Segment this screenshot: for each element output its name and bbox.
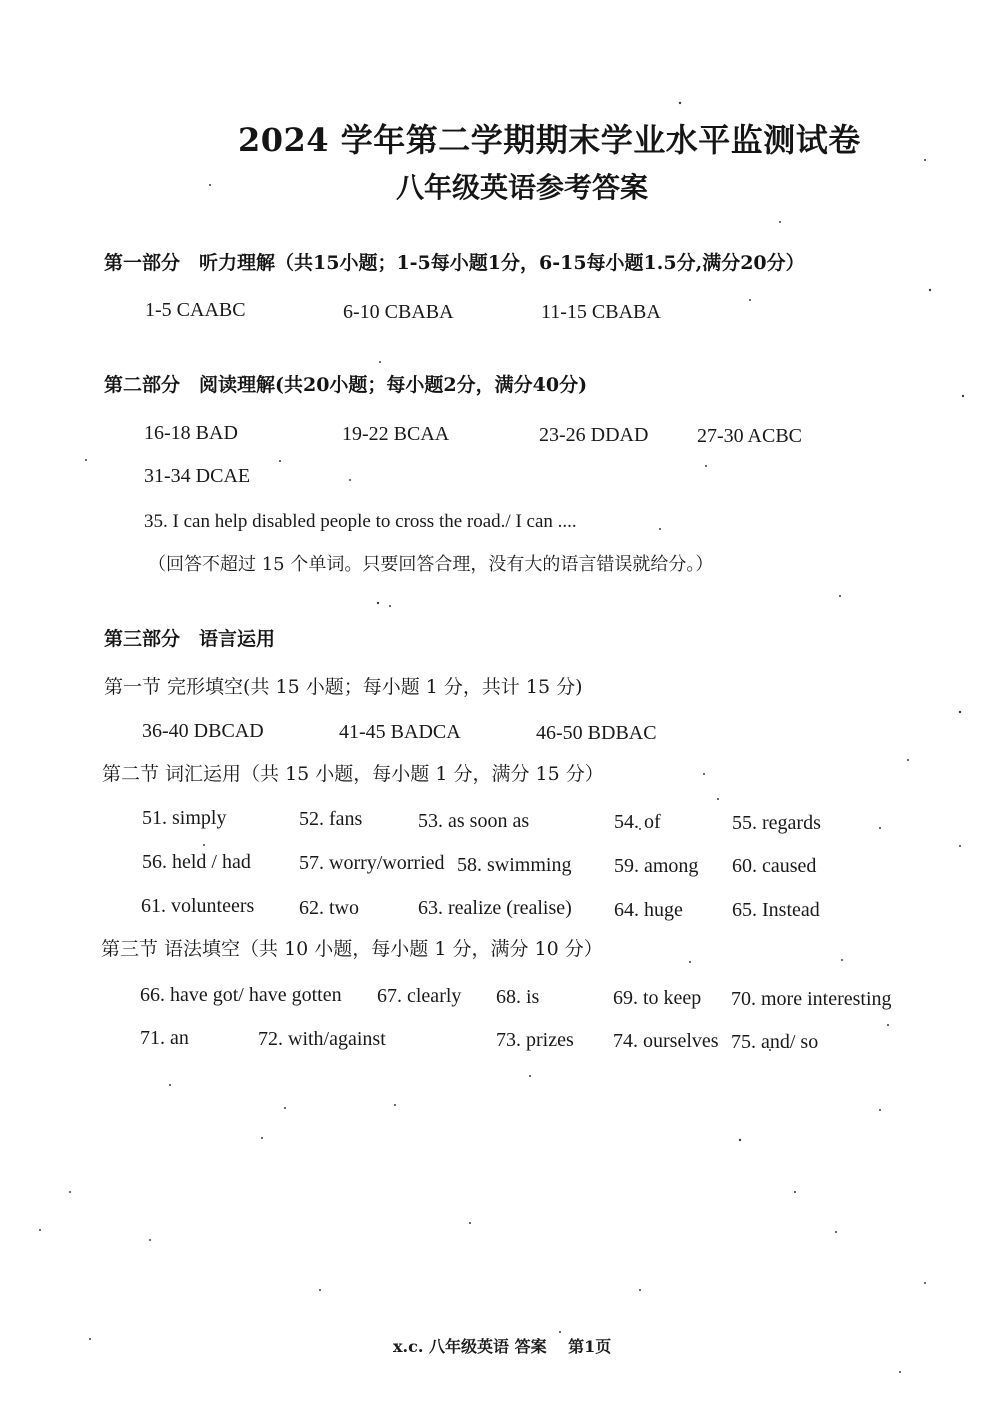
vocab-answer: 55. regards — [732, 812, 821, 834]
section2-heading: 第二节 词汇运用（共 15 小题，每小题 1 分，满分 15 分） — [102, 763, 604, 785]
grammar-answer: 74. ourselves — [613, 1030, 719, 1052]
exam-title: 2024 学年第二学期期末学业水平监测试卷 — [238, 121, 861, 159]
answer-group: 16-18 BAD — [144, 422, 238, 444]
answer-group: 27-30 ACBC — [697, 425, 803, 447]
answer-group: 19-22 BCAA — [342, 423, 450, 445]
vocab-answer: 60. caused — [732, 855, 817, 877]
vocab-answer: 63. realize (realise) — [418, 897, 572, 919]
vocab-answer: 56. held / had — [142, 851, 251, 873]
vocab-answer: 51. simply — [142, 807, 227, 829]
part2-heading: 第二部分 阅读理解(共20小题；每小题2分，满分40分) — [104, 374, 588, 396]
answer-group: 23-26 DDAD — [539, 424, 649, 446]
page-footer: x.c. 八年级英语 答案 第1页 — [393, 1337, 612, 1356]
section3-heading: 第三节 语法填空（共 10 小题，每小题 1 分，满分 10 分） — [101, 938, 603, 960]
grammar-answer: 71. an — [140, 1027, 189, 1049]
grammar-answer: 69. to keep — [613, 987, 702, 1009]
vocab-answer: 62. two — [299, 897, 359, 919]
grammar-answer: 73. prizes — [496, 1029, 574, 1051]
answer-group: 31-34 DCAE — [144, 465, 251, 487]
part3-heading: 第三部分 语言运用 — [104, 628, 276, 650]
vocab-answer: 58. swimming — [457, 854, 572, 876]
vocab-answer: 57. worry/worried — [299, 852, 445, 874]
vocab-answer: 65. Instead — [732, 899, 820, 921]
vocab-answer: 59. among — [614, 855, 699, 877]
answer-group: 11-15 CBABA — [541, 301, 661, 323]
grammar-answer: 72. with/against — [258, 1028, 386, 1050]
grammar-answer: 75. and/ so — [731, 1031, 819, 1053]
grammar-answer: 66. have got/ have gotten — [140, 984, 342, 1006]
vocab-answer: 61. volunteers — [141, 895, 255, 917]
answer-group: 36-40 DBCAD — [142, 720, 264, 742]
q35-sample-answer: 35. I can help disabled people to cross the road./ I can .... — [144, 511, 577, 532]
section1-heading: 第一节 完形填空(共 15 小题；每小题 1 分，共计 15 分) — [104, 676, 583, 698]
answer-group: 1-5 CAABC — [145, 299, 246, 321]
grammar-answer: 68. is — [496, 986, 540, 1008]
part1-heading: 第一部分 听力理解（共15小题；1-5每小题1分，6-15每小题1.5分,满分20分） — [104, 252, 805, 274]
vocab-answer: 52. fans — [299, 808, 363, 830]
vocab-answer: 64. huge — [614, 899, 683, 921]
answer-group: 46-50 BDBAC — [536, 722, 657, 744]
grammar-answer: 67. clearly — [377, 985, 462, 1007]
answer-group: 41-45 BADCA — [339, 721, 461, 743]
answer-group: 6-10 CBABA — [343, 301, 454, 323]
answer-key-subtitle: 八年级英语参考答案 — [396, 171, 649, 204]
vocab-answer: 53. as soon as — [418, 810, 530, 832]
grammar-answer: 70. more interesting — [731, 988, 892, 1010]
vocab-answer: 54. of — [614, 811, 661, 833]
q35-grading-note: （回答不超过 15 个单词。只要回答合理，没有大的语言错误就给分。） — [148, 554, 714, 575]
